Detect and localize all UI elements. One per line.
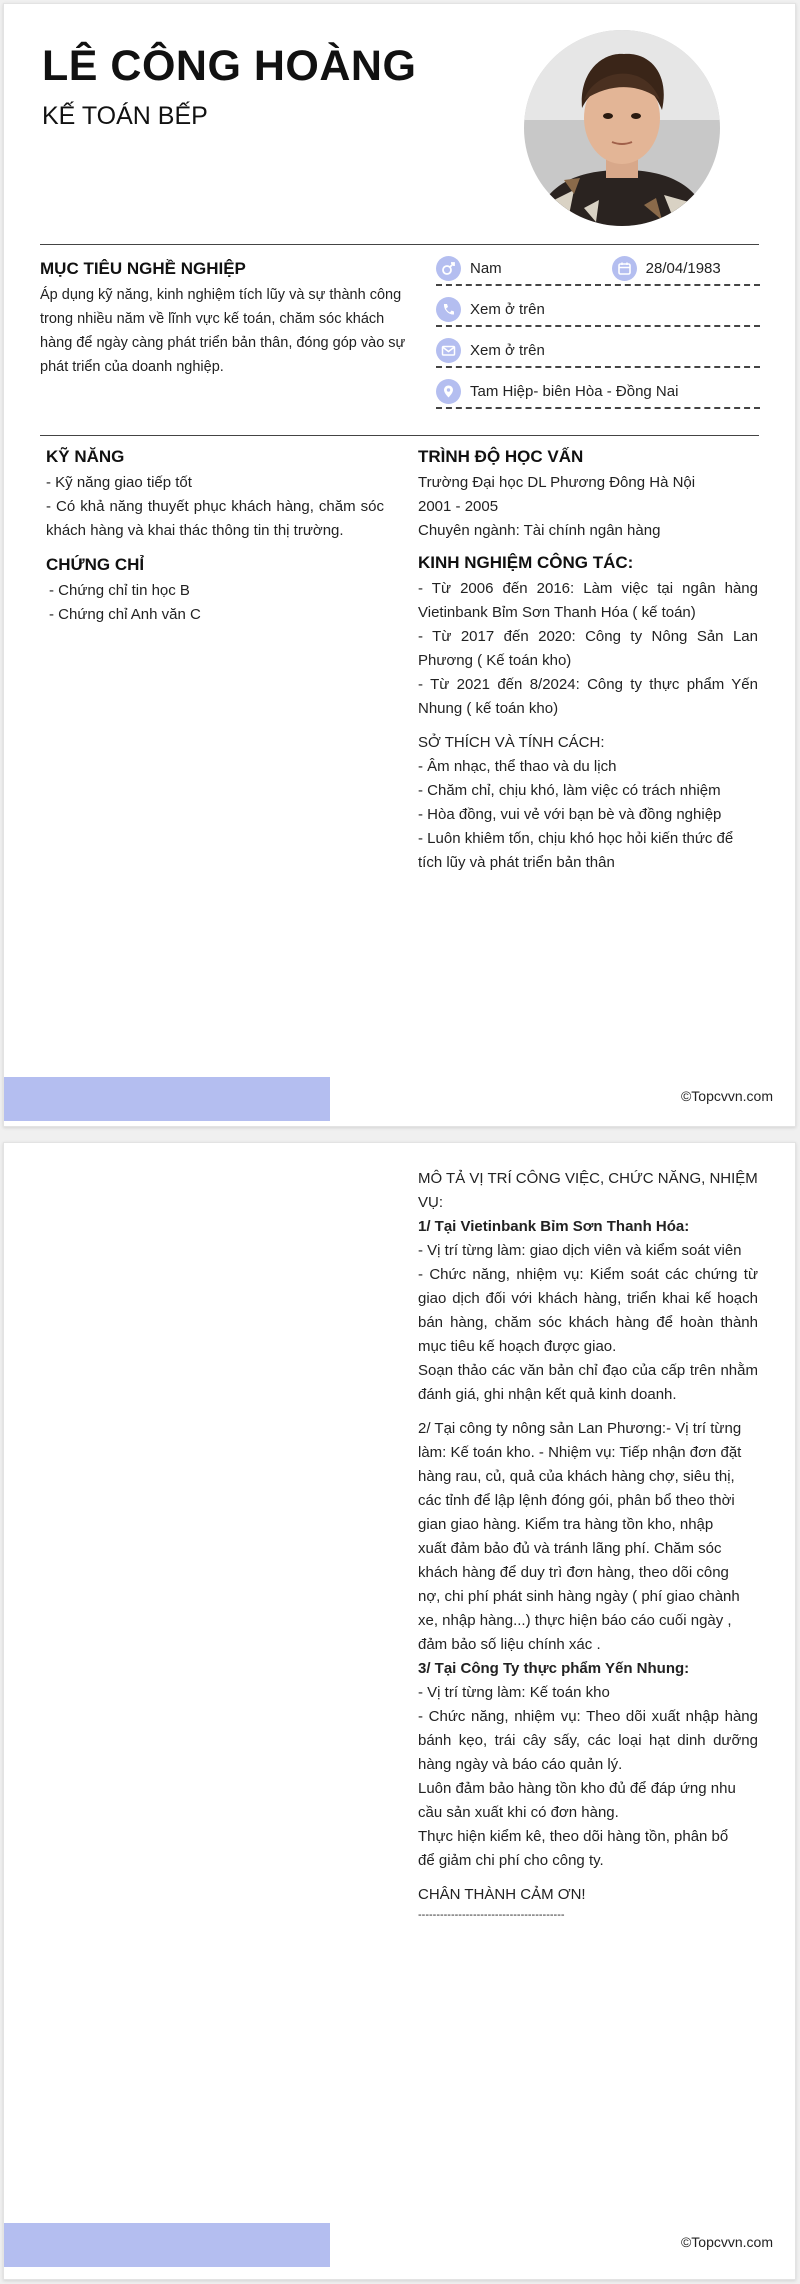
education-school: Trường Đại học DL Phương Đông Hà Nội xyxy=(418,474,696,491)
job1-position: - Vị trí từng làm: giao dịch viên và kiểm soát viên xyxy=(418,1242,742,1259)
job2-line: các tỉnh để lập lệnh đóng gói, phân bổ theo thời xyxy=(418,1492,735,1509)
divider-middle xyxy=(40,435,759,436)
gender-icon xyxy=(436,256,461,281)
dash-separator: ---------------------------------------- xyxy=(418,1909,565,1921)
job1-duty: - Chức năng, nhiệm vụ: Kiểm soát các chứng từ giao dịch đối với khách hàng, triển khai kế hoạch bán hàng, chăm sóc khách hàng để hoàn thành mục tiêu kế hoạch được giao. xyxy=(418,1266,758,1355)
job-description-intro: MÔ TẢ VỊ TRÍ CÔNG VIỆC, CHỨC NĂNG, NHIỆM VỤ: xyxy=(418,1170,758,1211)
contact-row-address xyxy=(436,375,760,409)
education-title: TRÌNH ĐỘ HỌC VẤN xyxy=(418,447,584,466)
certificates-title: CHỨNG CHỈ xyxy=(46,555,145,574)
experience-item: - Từ 2021 đến 8/2024: Công ty thực phẩm Yến Nhung ( kế toán kho) xyxy=(418,676,758,717)
job1-title: 1/ Tại Vietinbank Bỉm Sơn Thanh Hóa: xyxy=(418,1218,690,1235)
job2-line: khách hàng để duy trì đơn hàng, theo dõi công xyxy=(418,1564,729,1581)
candidate-role: KẾ TOÁN BẾP xyxy=(42,102,208,130)
job2-line: nợ, chi phí phát sinh hàng ngày ( phí giao chành xyxy=(418,1588,740,1605)
education-years: 2001 - 2005 xyxy=(418,498,499,515)
hobby-item: - Hòa đồng, vui vẻ với bạn bè và đồng nghiệp xyxy=(418,806,722,823)
job3-position: - Vị trí từng làm: Kế toán kho xyxy=(418,1684,610,1701)
contact-row-gender-dob xyxy=(436,252,760,286)
skills-title: KỸ NĂNG xyxy=(46,447,125,466)
job2-line: xuất đảm bảo đủ và tránh lãng phí. Chăm sóc xyxy=(418,1540,722,1557)
experience-title: KINH NGHIỆM CÔNG TÁC: xyxy=(418,553,634,572)
hobby-item: - Luôn khiêm tốn, chịu khó học hỏi kiến thức để tích lũy và phát triển bản thân xyxy=(418,830,734,871)
address-value: Tam Hiệp- biên Hòa - Đồng Nai xyxy=(470,382,679,400)
avatar xyxy=(524,30,720,226)
job2-line: 2/ Tại công ty nông sản Lan Phương:- Vị trí từng xyxy=(418,1420,742,1437)
contact-row-email xyxy=(436,334,760,368)
job3-title: 3/ Tại Công Ty thực phẩm Yến Nhung: xyxy=(418,1660,690,1677)
gender-value: Nam xyxy=(470,259,502,277)
experience-item: - Từ 2017 đến 2020: Công ty Nông Sản Lan Phương ( Kế toán kho) xyxy=(418,628,758,669)
objective-section xyxy=(40,259,416,379)
hobby-item: - Chăm chỉ, chịu khó, làm việc có trách nhiệm xyxy=(418,782,721,799)
calendar-icon xyxy=(612,256,637,281)
job3-line: Thực hiện kiểm kê, theo dõi hàng tồn, phân bổ xyxy=(418,1828,729,1845)
job2-line: làm: Kế toán kho. - Nhiệm vụ: Tiếp nhận đơn đặt xyxy=(418,1444,742,1461)
certificate-item: - Chứng chỉ tin học B xyxy=(49,582,190,599)
footer-accent-bar xyxy=(4,2223,330,2267)
job3-line: cầu sản xuất khi có đơn hàng. xyxy=(418,1804,619,1821)
email-value: Xem ở trên xyxy=(470,341,545,359)
job2-line: xe, nhập hàng...) thực hiện báo cáo cuối ngày , xyxy=(418,1612,732,1629)
left-column xyxy=(46,447,384,627)
job3-duty: - Chức năng, nhiệm vụ: Theo dõi xuất nhập hàng bánh kẹo, trái cây sấy, các loại hạt dinh dưỡng hàng ngày và báo cáo quản lý. xyxy=(418,1708,758,1773)
experience-item: - Từ 2006 đến 2016: Làm việc tại ngân hàng Vietinbank Bỉm Sơn Thanh Hóa ( kế toán) xyxy=(418,580,758,621)
phone-icon xyxy=(436,297,461,322)
job2-block xyxy=(418,1417,758,1657)
certificate-item: - Chứng chỉ Anh văn C xyxy=(49,606,201,623)
phone-value: Xem ở trên xyxy=(470,300,545,318)
objective-title: MỤC TIÊU NGHỀ NGHIỆP xyxy=(40,259,246,278)
footer-accent-bar xyxy=(4,1077,330,1121)
cv-page-2 xyxy=(3,1142,796,2280)
email-icon xyxy=(436,338,461,363)
divider-top xyxy=(40,244,759,245)
location-icon xyxy=(436,379,461,404)
cv-page-1 xyxy=(3,3,796,1127)
hobby-item: - Âm nhạc, thể thao và du lịch xyxy=(418,758,617,775)
job2-line: đảm bảo số liệu chính xác . xyxy=(418,1636,601,1653)
objective-text: Áp dụng kỹ năng, kinh nghiệm tích lũy và sự thành công trong nhiều năm về lĩnh vực kế toán, chăm sóc khách hàng để ngày càng phát triển bản thân, đóng góp vào sự phát triển của doanh nghiệp. xyxy=(40,287,406,375)
thanks-text: CHÂN THÀNH CẢM ƠN! xyxy=(418,1886,586,1903)
skill-item: - Kỹ năng giao tiếp tốt xyxy=(46,474,192,491)
skill-item: - Có khả năng thuyết phục khách hàng, chăm sóc khách hàng và khai thác thông tin thị trường. xyxy=(46,498,384,539)
right-column xyxy=(418,447,758,875)
job2-line: hàng rau, củ, quả của khách hàng chợ, siêu thị, xyxy=(418,1468,735,1485)
contact-row-phone xyxy=(436,293,760,327)
footer-brand: ©Topcvvn.com xyxy=(680,2234,773,2250)
job3-line: để giảm chi phí cho công ty. xyxy=(418,1852,604,1869)
job1-extra: Soạn thảo các văn bản chỉ đạo của cấp trên nhằm đánh giá, ghi nhận kết quả kinh doanh. xyxy=(418,1362,758,1403)
hobbies-title: SỞ THÍCH VÀ TÍNH CÁCH: xyxy=(418,734,605,751)
footer-brand: ©Topcvvn.com xyxy=(680,1088,773,1104)
education-major: Chuyên ngành: Tài chính ngân hàng xyxy=(418,522,661,539)
job3-line: Luôn đảm bảo hàng tồn kho đủ để đáp ứng nhu xyxy=(418,1780,736,1797)
candidate-name: LÊ CÔNG HOÀNG xyxy=(42,42,417,90)
dob-value: 28/04/1983 xyxy=(645,259,721,277)
job2-line: gian giao hàng. Kiểm tra hàng tồn kho, nhập xyxy=(418,1516,714,1533)
job-description-section xyxy=(418,1167,758,1923)
